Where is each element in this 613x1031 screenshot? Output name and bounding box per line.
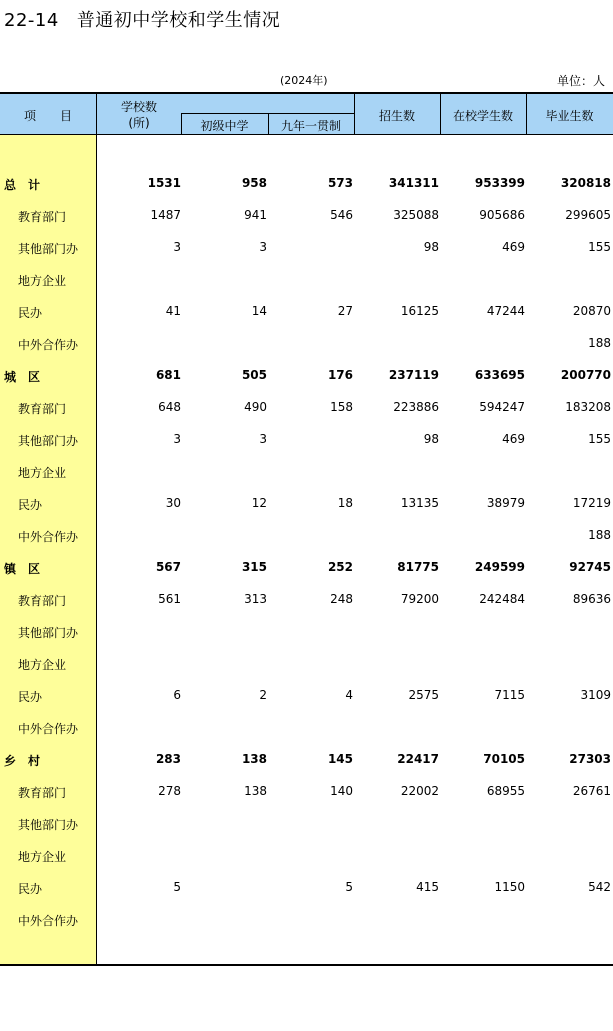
table-cell: 2575 bbox=[408, 688, 439, 702]
table-cell: 1531 bbox=[147, 176, 181, 190]
table-cell: 7115 bbox=[494, 688, 525, 702]
row-label: 民办 bbox=[18, 498, 43, 512]
table-cell: 138 bbox=[241, 752, 267, 766]
row-label: 教育部门 bbox=[18, 402, 67, 416]
table-cell: 30 bbox=[165, 496, 181, 510]
table-cell: 299605 bbox=[565, 208, 611, 222]
table-row bbox=[0, 551, 613, 583]
table-cell: 79200 bbox=[400, 592, 439, 606]
header-bottom-border bbox=[0, 134, 613, 135]
table-cell: 188 bbox=[588, 336, 611, 350]
table-cell: 68955 bbox=[486, 784, 525, 798]
table-cell: 567 bbox=[155, 560, 181, 574]
table-cell: 341311 bbox=[388, 176, 439, 190]
table-cell: 3 bbox=[173, 432, 181, 446]
header-enrollment: 招生数 bbox=[378, 109, 415, 123]
table-cell: 3109 bbox=[580, 688, 611, 702]
table-cell: 38979 bbox=[486, 496, 525, 510]
table-cell: 958 bbox=[241, 176, 267, 190]
row-label: 乡 村 bbox=[4, 754, 41, 768]
table-cell: 953399 bbox=[474, 176, 525, 190]
table-cell: 594247 bbox=[479, 400, 525, 414]
table-cell: 249599 bbox=[474, 560, 525, 574]
year-label: (2024年) bbox=[280, 74, 328, 87]
table-row bbox=[0, 199, 613, 231]
row-label: 教育部门 bbox=[18, 786, 67, 800]
table-cell: 5 bbox=[345, 880, 353, 894]
table-row bbox=[0, 743, 613, 775]
header-item: 项 目 bbox=[23, 109, 72, 123]
table-cell: 223886 bbox=[393, 400, 439, 414]
page-title bbox=[4, 6, 280, 32]
table-row bbox=[0, 359, 613, 391]
table-cell: 905686 bbox=[479, 208, 525, 222]
row-label: 镇 区 bbox=[4, 562, 41, 576]
table-cell: 188 bbox=[588, 528, 611, 542]
table-row bbox=[0, 839, 613, 871]
row-label: 教育部门 bbox=[18, 210, 67, 224]
table-cell: 248 bbox=[330, 592, 353, 606]
table-cell: 320818 bbox=[560, 176, 611, 190]
row-label: 地方企业 bbox=[18, 274, 67, 288]
table-cell: 12 bbox=[251, 496, 267, 510]
row-label: 教育部门 bbox=[18, 594, 67, 608]
row-label: 其他部门办 bbox=[18, 242, 79, 256]
table-cell: 283 bbox=[155, 752, 181, 766]
table-cell: 13135 bbox=[400, 496, 439, 510]
table-cell: 145 bbox=[327, 752, 353, 766]
table-cell: 490 bbox=[244, 400, 267, 414]
table-row bbox=[0, 423, 613, 455]
row-label: 民办 bbox=[18, 690, 43, 704]
table-cell: 681 bbox=[155, 368, 181, 382]
header-graduates: 毕业生数 bbox=[545, 109, 594, 123]
row-label: 民办 bbox=[18, 306, 43, 320]
header-nine-year: 九年一贯制 bbox=[280, 119, 341, 133]
table-cell: 14 bbox=[251, 304, 267, 318]
table-row bbox=[0, 295, 613, 327]
table-cell: 469 bbox=[502, 432, 525, 446]
table-cell: 17219 bbox=[572, 496, 611, 510]
table-number: 22-14 bbox=[4, 10, 59, 31]
table-cell: 155 bbox=[588, 240, 611, 254]
table-cell: 469 bbox=[502, 240, 525, 254]
table-cell: 542 bbox=[588, 880, 611, 894]
table-cell: 3 bbox=[259, 240, 267, 254]
table-cell: 5 bbox=[173, 880, 181, 894]
table-cell: 3 bbox=[259, 432, 267, 446]
table-row bbox=[0, 263, 613, 295]
row-label: 地方企业 bbox=[18, 466, 67, 480]
row-label: 中外合作办 bbox=[18, 338, 79, 352]
table-row bbox=[0, 647, 613, 679]
table-cell: 18 bbox=[337, 496, 353, 510]
table-cell: 22002 bbox=[400, 784, 439, 798]
table-cell: 313 bbox=[244, 592, 267, 606]
row-label: 其他部门办 bbox=[18, 434, 79, 448]
table-row bbox=[0, 711, 613, 743]
table-cell: 941 bbox=[244, 208, 267, 222]
table-cell: 140 bbox=[330, 784, 353, 798]
table-row bbox=[0, 583, 613, 615]
table-cell: 4 bbox=[345, 688, 353, 702]
table-cell: 20870 bbox=[572, 304, 611, 318]
table-cell: 546 bbox=[330, 208, 353, 222]
table-cell: 27303 bbox=[569, 752, 611, 766]
table-cell: 573 bbox=[327, 176, 353, 190]
table-cell: 648 bbox=[158, 400, 181, 414]
table-cell: 26761 bbox=[572, 784, 611, 798]
table-cell: 81775 bbox=[397, 560, 439, 574]
table-row bbox=[0, 871, 613, 903]
table-row bbox=[0, 903, 613, 935]
table-row bbox=[0, 807, 613, 839]
table-cell: 2 bbox=[259, 688, 267, 702]
row-label: 中外合作办 bbox=[18, 722, 79, 736]
table-cell: 47244 bbox=[486, 304, 525, 318]
table-row bbox=[0, 455, 613, 487]
table-row bbox=[0, 327, 613, 359]
table-cell: 92745 bbox=[569, 560, 611, 574]
table-cell: 22417 bbox=[397, 752, 439, 766]
table-cell: 27 bbox=[337, 304, 353, 318]
row-label: 地方企业 bbox=[18, 658, 67, 672]
row-label: 民办 bbox=[18, 882, 43, 896]
table-cell: 505 bbox=[241, 368, 267, 382]
table-cell: 138 bbox=[244, 784, 267, 798]
row-label: 中外合作办 bbox=[18, 530, 79, 544]
table-cell: 89636 bbox=[572, 592, 611, 606]
table-cell: 1150 bbox=[494, 880, 525, 894]
row-label: 地方企业 bbox=[18, 850, 67, 864]
table-row bbox=[0, 391, 613, 423]
table-row bbox=[0, 231, 613, 263]
table-row bbox=[0, 167, 613, 199]
table-row bbox=[0, 775, 613, 807]
row-label: 总 计 bbox=[4, 178, 41, 192]
table-bottom-border bbox=[0, 964, 613, 966]
header-in-school: 在校学生数 bbox=[452, 109, 513, 123]
table-cell: 98 bbox=[423, 432, 439, 446]
table-cell: 41 bbox=[165, 304, 181, 318]
table-cell: 633695 bbox=[474, 368, 525, 382]
table-cell: 183208 bbox=[565, 400, 611, 414]
table-row bbox=[0, 519, 613, 551]
table-cell: 98 bbox=[423, 240, 439, 254]
table-title: 普通初中学校和学生情况 bbox=[76, 10, 281, 31]
table-cell: 158 bbox=[330, 400, 353, 414]
table-cell: 325088 bbox=[393, 208, 439, 222]
table-cell: 561 bbox=[158, 592, 181, 606]
table-cell: 155 bbox=[588, 432, 611, 446]
table-cell: 6 bbox=[173, 688, 181, 702]
row-label: 城 区 bbox=[4, 370, 41, 384]
table-cell: 242484 bbox=[479, 592, 525, 606]
table-row bbox=[0, 679, 613, 711]
row-label: 其他部门办 bbox=[18, 818, 79, 832]
table-cell: 278 bbox=[158, 784, 181, 798]
table-row bbox=[0, 615, 613, 647]
header-schools-unit: (所) bbox=[128, 116, 150, 130]
table-cell: 252 bbox=[327, 560, 353, 574]
row-label: 中外合作办 bbox=[18, 914, 79, 928]
header-schools: 学校数 bbox=[120, 100, 157, 114]
table-cell: 315 bbox=[241, 560, 267, 574]
table-cell: 176 bbox=[327, 368, 353, 382]
table-row bbox=[0, 487, 613, 519]
table-cell: 70105 bbox=[483, 752, 525, 766]
table-cell: 16125 bbox=[400, 304, 439, 318]
unit-label: 单位：人 bbox=[557, 74, 606, 88]
header-junior: 初级中学 bbox=[200, 119, 249, 133]
table-cell: 237119 bbox=[388, 368, 439, 382]
row-label: 其他部门办 bbox=[18, 626, 79, 640]
table-cell: 1487 bbox=[150, 208, 181, 222]
table-cell: 3 bbox=[173, 240, 181, 254]
table-cell: 415 bbox=[416, 880, 439, 894]
table-cell: 200770 bbox=[560, 368, 611, 382]
